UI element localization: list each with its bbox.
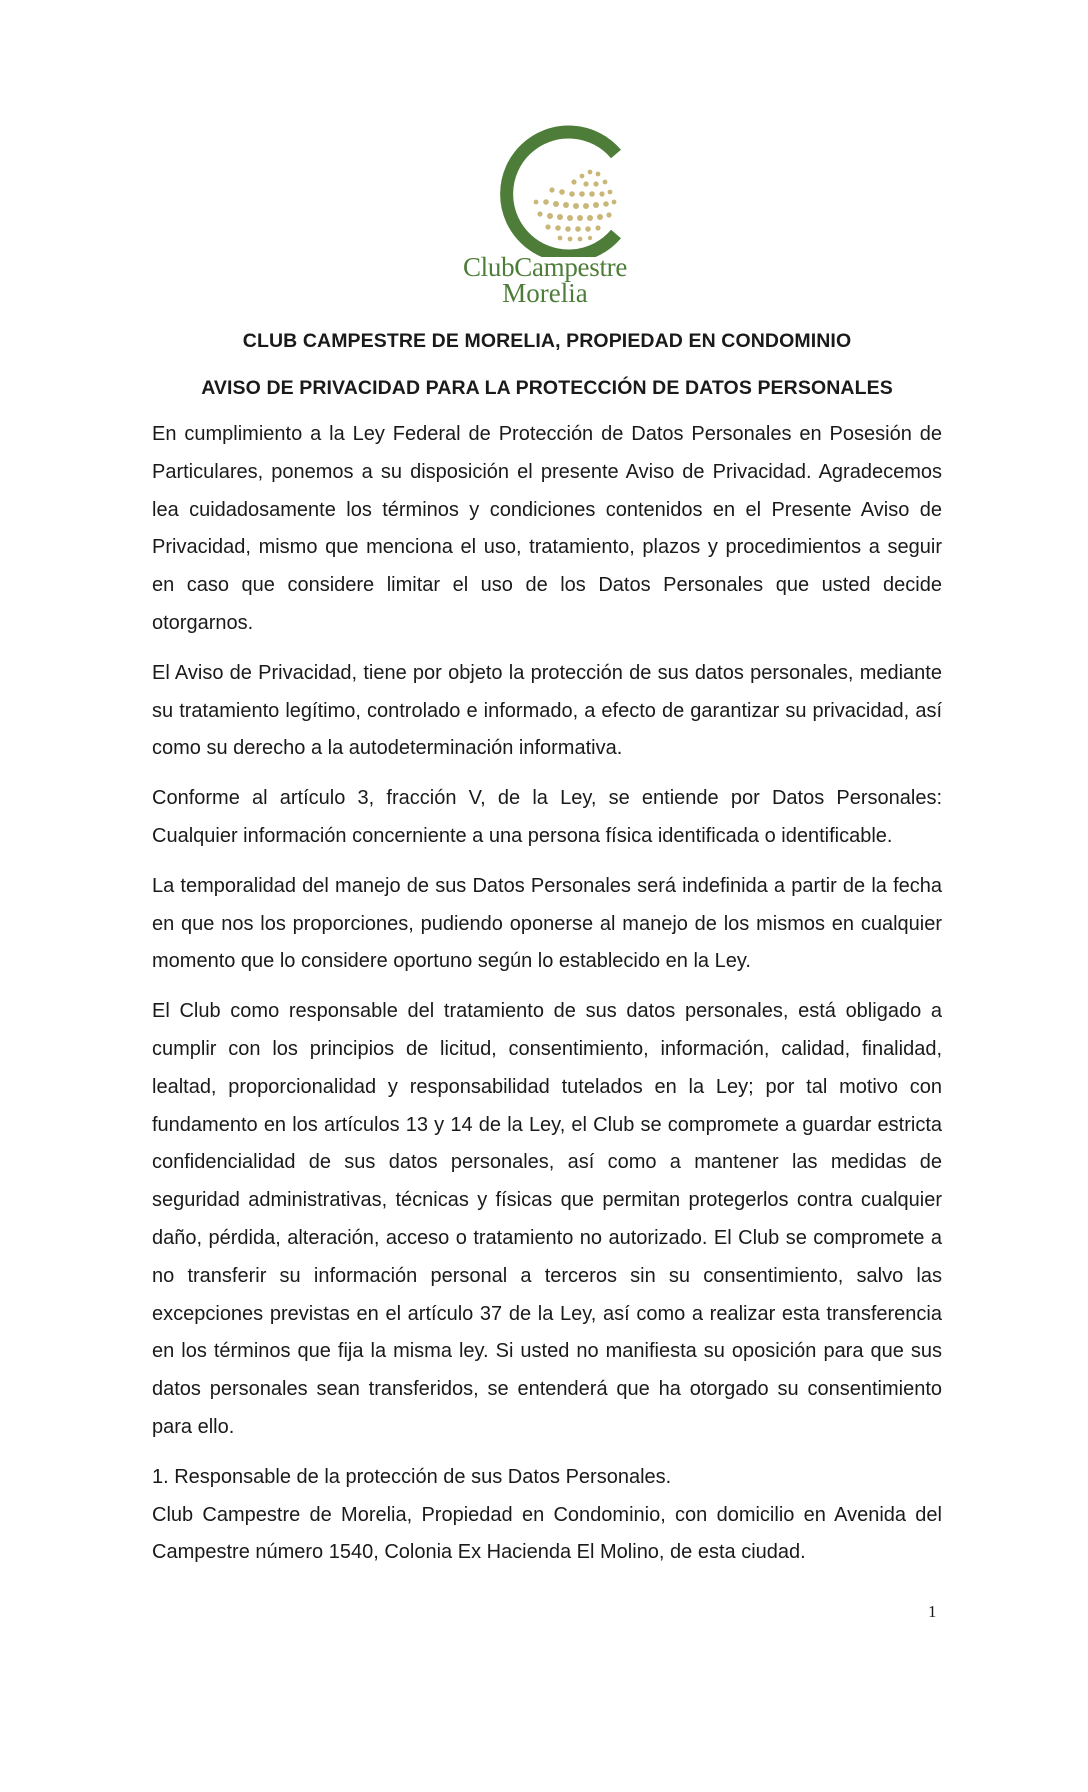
document-title: CLUB CAMPESTRE DE MORELIA, PROPIEDAD EN CONDOMINIO — [242, 330, 852, 352]
page-number: 1 — [928, 1602, 937, 1621]
golf-ball-c-icon — [440, 122, 650, 257]
section-1-body: Club Campestre de Morelia, Propiedad en Condominio, con domicilio en Avenida del Campestre número 1540, Colonia Ex Hacienda El Molino, de esta ciudad. — [152, 1503, 942, 1564]
logo-name-line1: ClubCampestre — [462, 252, 628, 282]
document-body — [152, 330, 942, 1584]
paragraph-objective: El Aviso de Privacidad, tiene por objeto la protección de sus datos personales, mediante su tratamiento legítimo, controlado e informado, a efecto de garantizar su privacidad, así como su derecho a la autodeterminación informativa. — [152, 661, 942, 760]
section-1-title: 1. Responsable de la protección de sus Datos Personales. — [152, 1465, 672, 1488]
paragraph-intro: En cumplimiento a la Ley Federal de Protección de Datos Personales en Posesión de Particulares, ponemos a su disposición el presente Aviso de Privacidad. Agradecemos lea cuidadosamente los términos y condiciones contenidos en el Presente Aviso de Privacidad, mismo que menciona el uso, tratamiento, plazos y procedimientos a seguir en caso que considere limitar el uso de los Datos Personales que usted decide otorgarnos. — [152, 423, 942, 634]
paragraph-responsibility: El Club como responsable del tratamiento de sus datos personales, está obligado a cumplir con los principios de licitud, consentimiento, información, calidad, finalidad, lealtad, proporcionalidad y responsabilidad tutelados en la Ley; por tal motivo con fundamento en los artículos 13 y 14 de la Ley, el Club se compromete a guardar estricta confidencialidad de sus datos personales, así como a mantener las medidas de seguridad administrativas, técnicas y físicas que permitan protegerlos contra cualquier daño, pérdida, alteración, acceso o tratamiento no autorizado. El Club se compromete a no transferir su información personal a terceros sin su consentimiento, salvo las excepciones previstas en el artículo 37 de la Ley, así como a realizar esta transferencia en los términos que fija la misma ley. Si usted no manifiesta su oposición para que sus datos personales sean transferidos, se entenderá que ha otorgado su consentimiento para ello. — [152, 1000, 942, 1438]
logo-name-line2: Morelia — [502, 278, 588, 308]
document-subtitle: AVISO DE PRIVACIDAD PARA LA PROTECCIÓN DE DATOS PERSONALES — [201, 377, 893, 399]
club-logo — [440, 122, 650, 307]
paragraph-temporality: La temporalidad del manejo de sus Datos Personales será indefinida a partir de la fecha en que nos los proporciones, pudiendo oponerse al manejo de los mismos en cualquier momento que lo considere oportuno según lo establecido en la Ley. — [152, 874, 942, 973]
paragraph-definition: Conforme al artículo 3, fracción V, de la Ley, se entiende por Datos Personales: Cualquier información concerniente a una persona física identificada o identificable. — [152, 787, 942, 847]
